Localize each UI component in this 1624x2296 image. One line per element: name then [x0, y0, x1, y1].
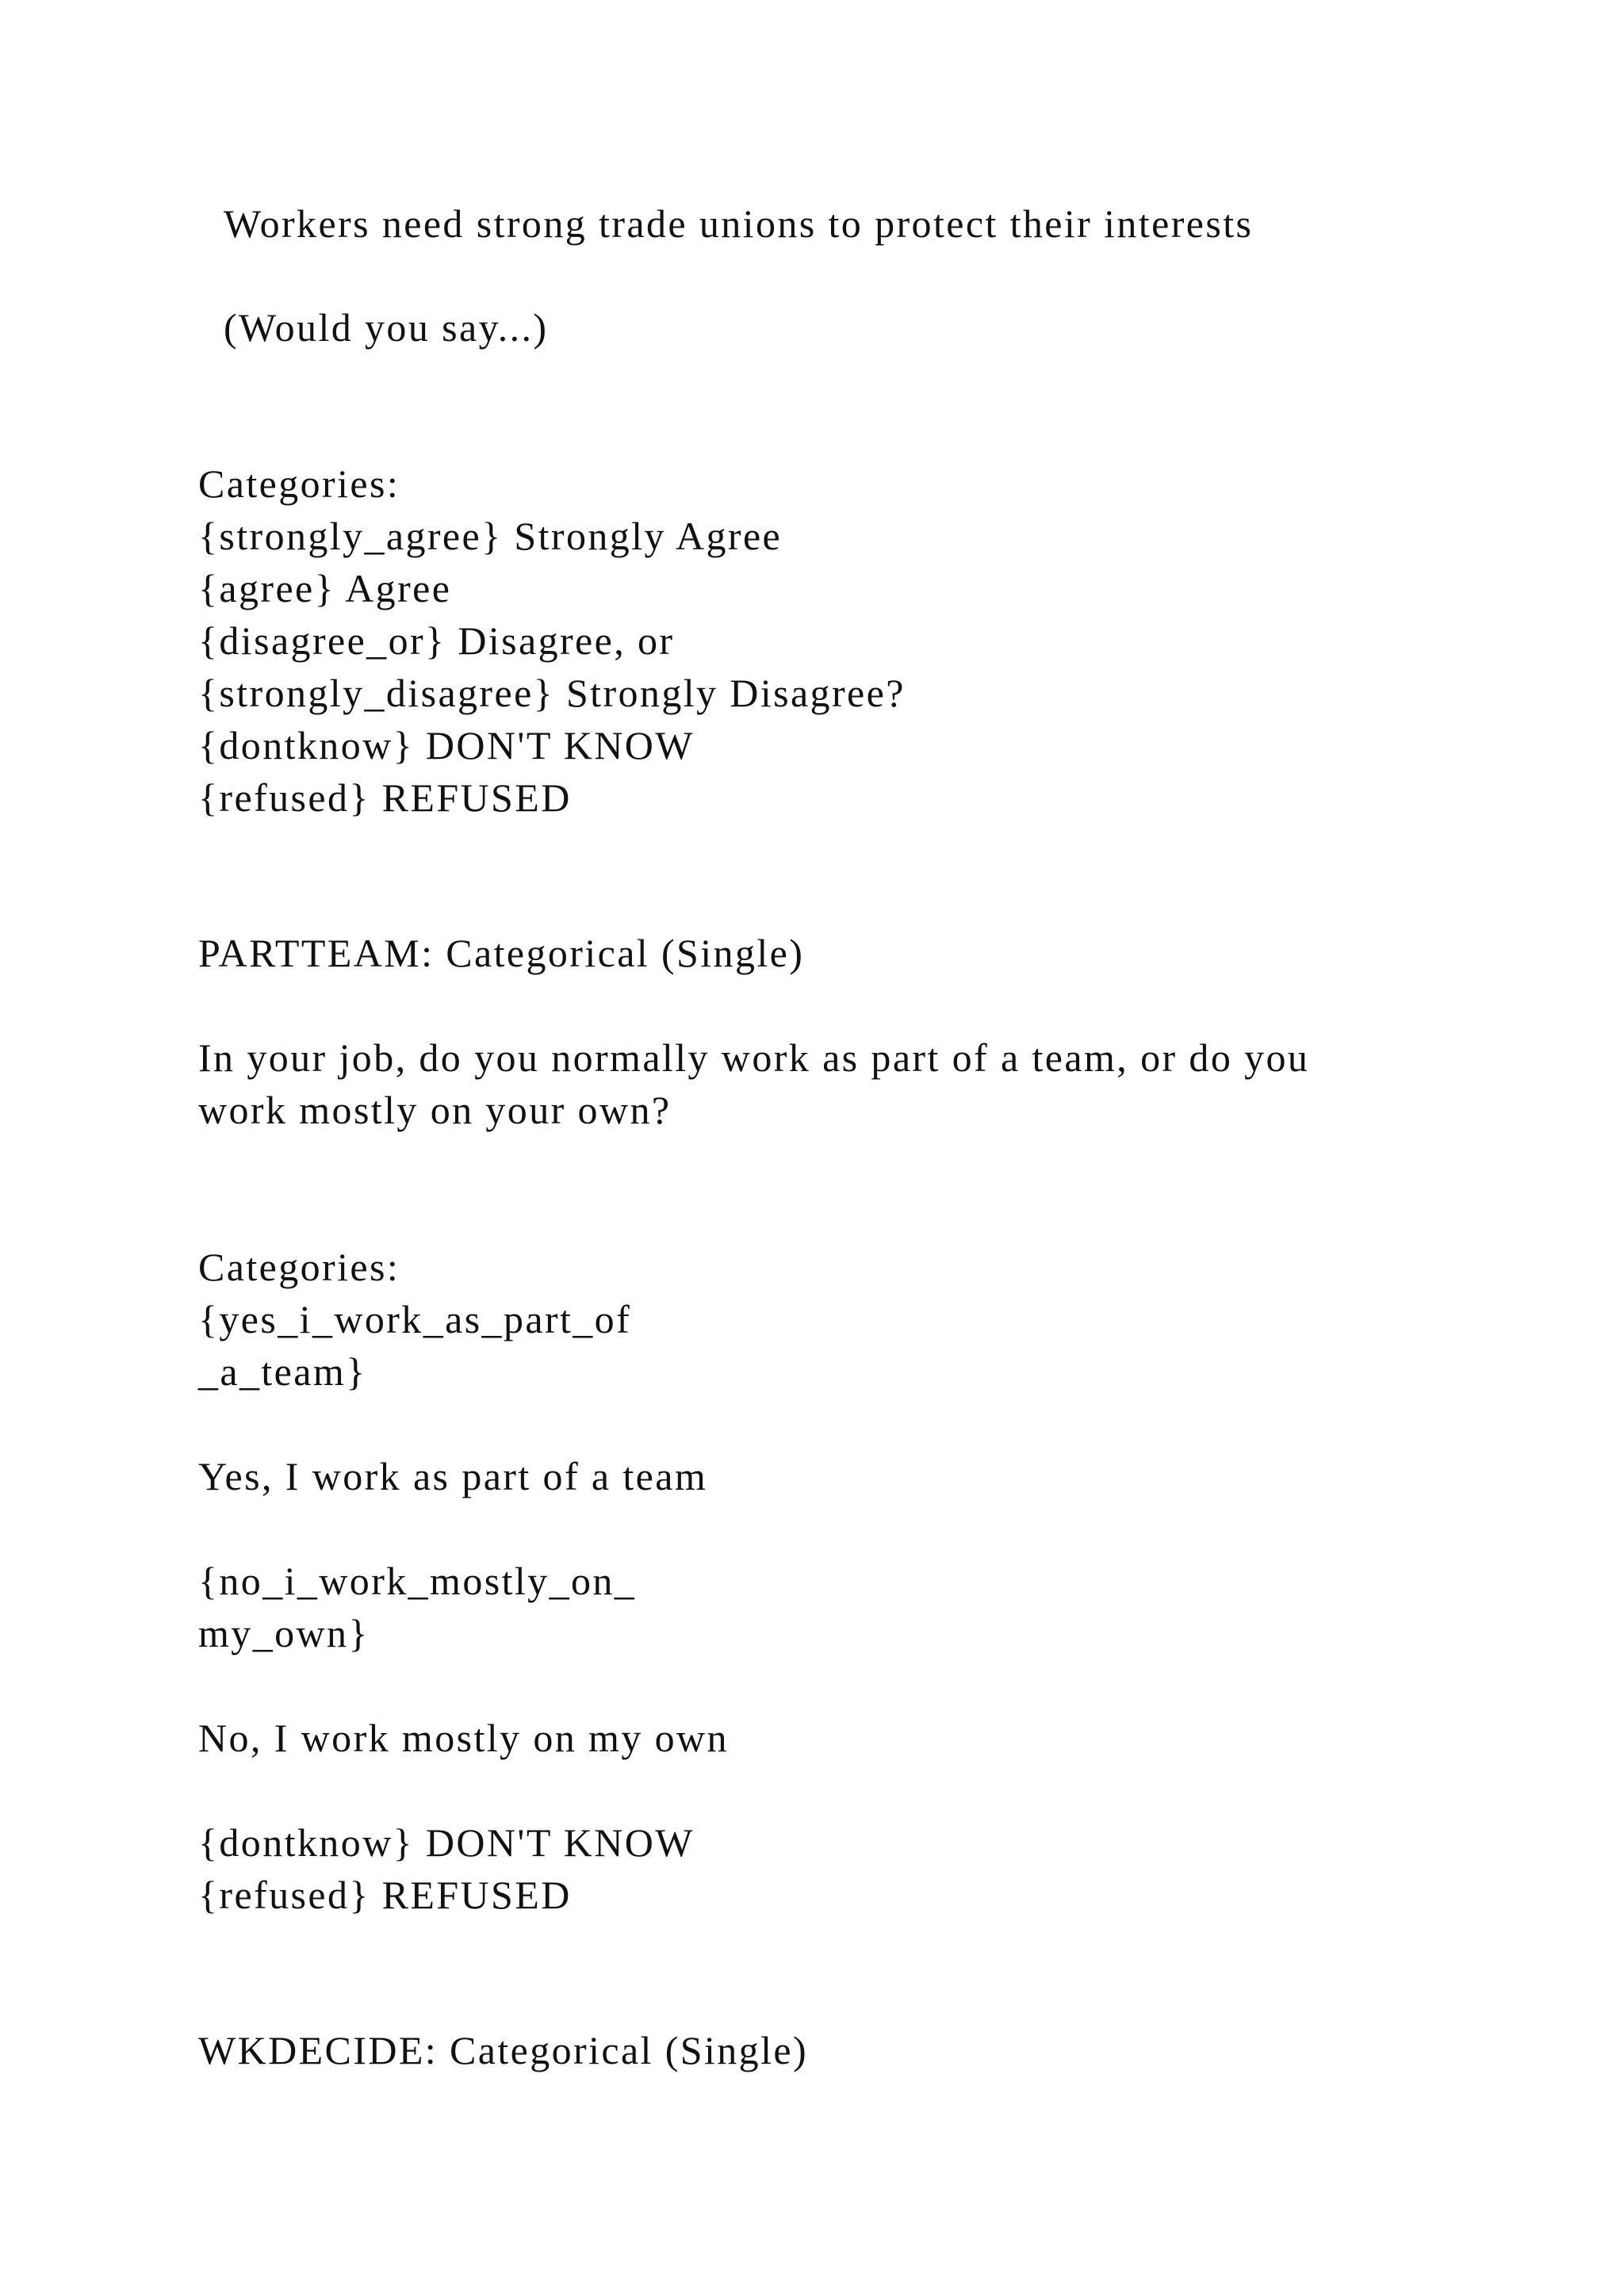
partteam-option1-code: _a_team}: [198, 1349, 367, 1394]
category-item: {refused} REFUSED: [198, 775, 572, 820]
partteam-categories-label: Categories:: [198, 1245, 400, 1289]
partteam-option2-code: {no_i_work_mostly_on_: [198, 1559, 637, 1603]
partteam-dontknow: {dontknow} DON'T KNOW: [198, 1820, 695, 1865]
category-item: {dontknow} DON'T KNOW: [198, 723, 695, 767]
partteam-option2-label: No, I work mostly on my own: [198, 1716, 729, 1760]
partteam-option2-code: my_own}: [198, 1611, 370, 1655]
category-item: {strongly_agree} Strongly Agree: [198, 514, 783, 558]
partteam-refused: {refused} REFUSED: [198, 1873, 572, 1917]
partteam-option1-label: Yes, I work as part of a team: [198, 1454, 708, 1498]
category-item: {disagree_or} Disagree, or: [198, 618, 675, 663]
category-item: {strongly_disagree} Strongly Disagree?: [198, 671, 906, 715]
partteam-heading: PARTTEAM: Categorical (Single): [198, 931, 805, 975]
category-item: {agree} Agree: [198, 566, 452, 610]
question-prompt: (Would you say...): [224, 305, 549, 350]
wkdecide-heading: WKDECIDE: Categorical (Single): [198, 2028, 809, 2072]
categories-label: Categories:: [198, 461, 400, 506]
partteam-option1-code: {yes_i_work_as_part_of: [198, 1297, 632, 1341]
partteam-question-line: In your job, do you normally work as part of a team, or do you: [198, 1035, 1310, 1080]
question-statement: Workers need strong trade unions to protect their interests: [224, 201, 1254, 246]
partteam-question-line: work mostly on your own?: [198, 1088, 672, 1132]
